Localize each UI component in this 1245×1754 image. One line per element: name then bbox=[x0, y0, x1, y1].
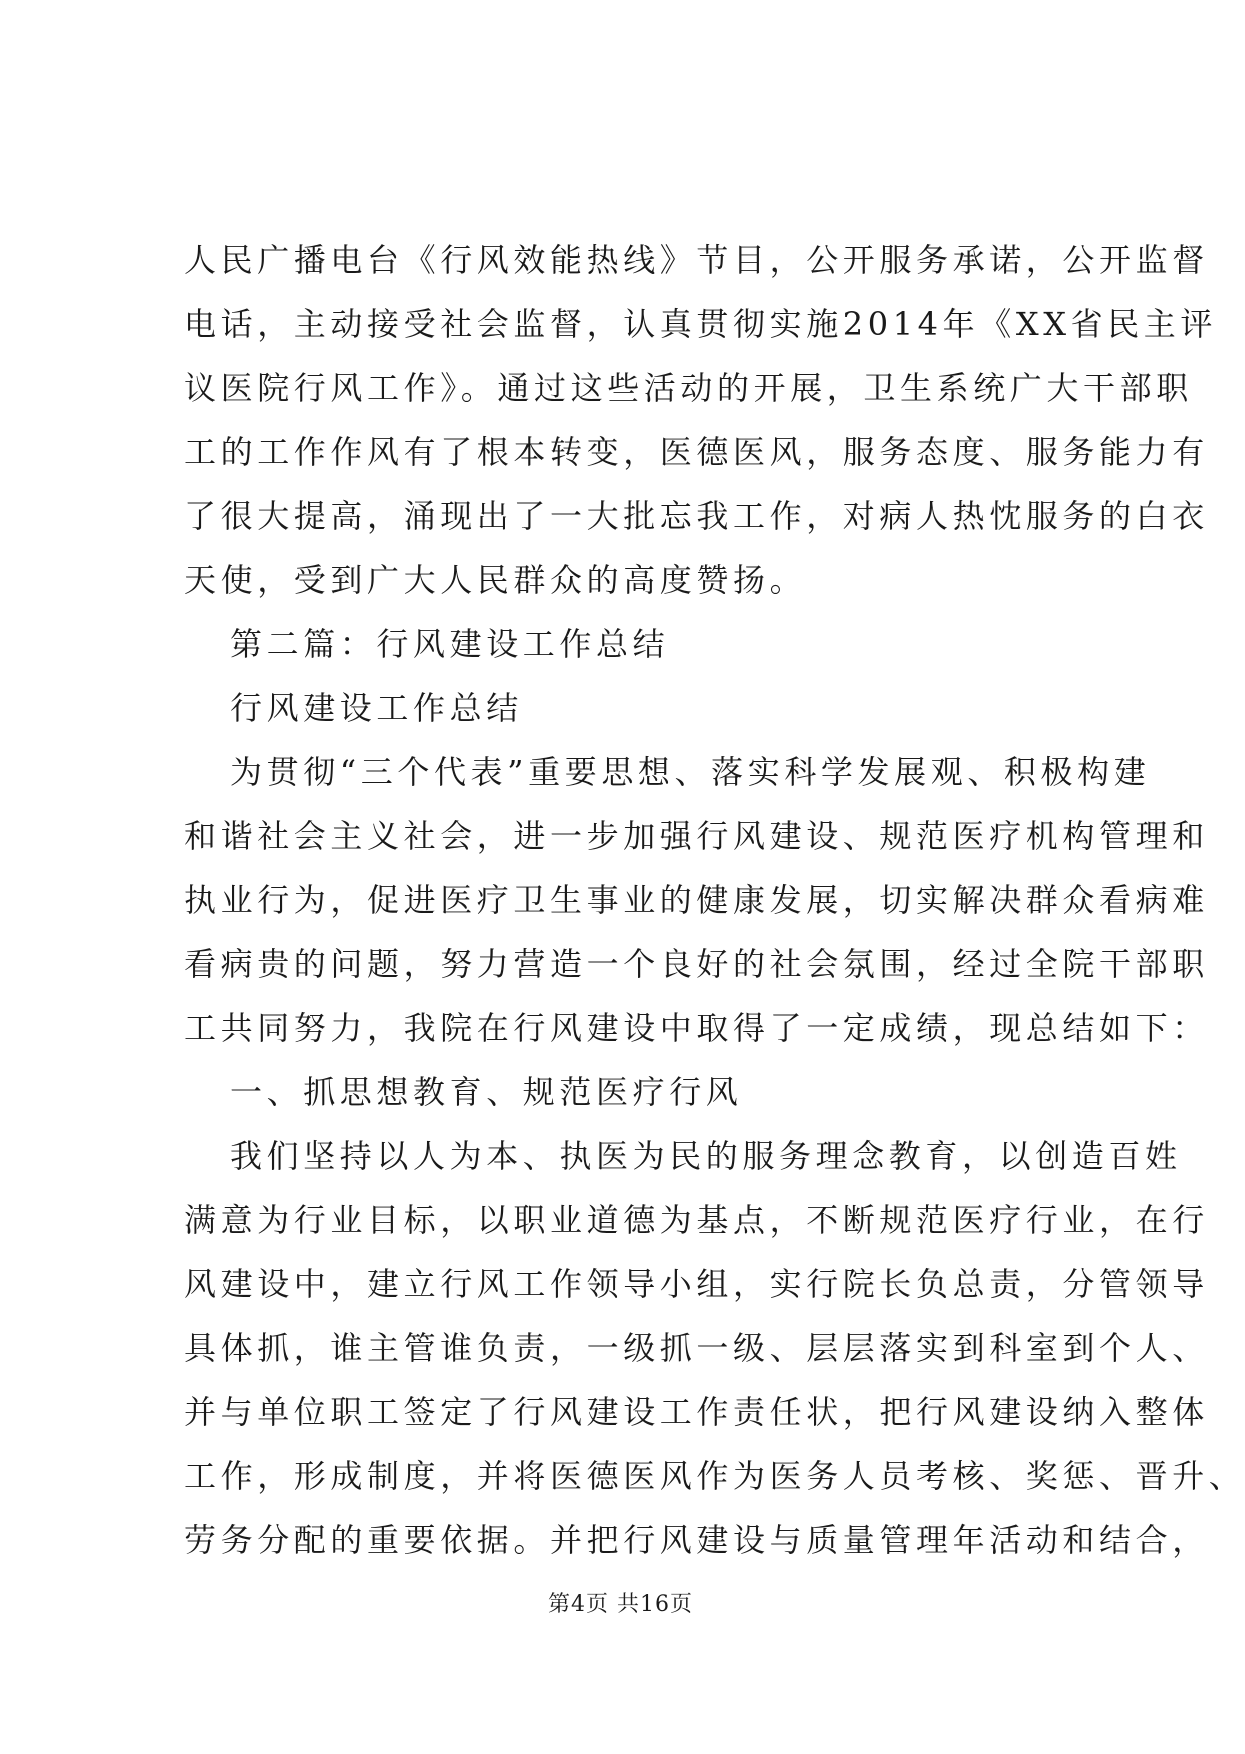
subsection-heading: 一、抓思想教育、规范医疗行风 bbox=[230, 1073, 743, 1111]
body-line: 议医院行风工作》。通过这些活动的开展，卫生系统广大干部职 bbox=[184, 369, 1193, 407]
page-number: 第4页 共16页 bbox=[548, 1592, 693, 1617]
body-line: 电话，主动接受社会监督，认真贯彻实施2014年《XX省民主评 bbox=[184, 305, 1218, 343]
body-line: 执业行为，促进医疗卫生事业的健康发展，切实解决群众看病难 bbox=[184, 881, 1209, 919]
paragraph-start-line: 为贯彻“三个代表”重要思想、落实科学发展观、积极构建 bbox=[230, 753, 1151, 791]
body-line: 工共同努力，我院在行风建设中取得了一定成绩，现总结如下： bbox=[184, 1009, 1209, 1047]
body-line: 具体抓，谁主管谁负责，一级抓一级、层层落实到科室到个人、 bbox=[184, 1329, 1209, 1367]
body-line: 风建设中，建立行风工作领导小组，实行院长负总责，分管领导 bbox=[184, 1265, 1209, 1303]
section-heading: 第二篇：行风建设工作总结 bbox=[230, 625, 670, 663]
body-line: 工的工作作风有了根本转变，医德医风，服务态度、服务能力有 bbox=[184, 433, 1209, 471]
body-line: 了很大提高，涌现出了一大批忘我工作，对病人热忱服务的白衣 bbox=[184, 497, 1209, 535]
body-line: 满意为行业目标，以职业道德为基点，不断规范医疗行业，在行 bbox=[184, 1201, 1209, 1239]
page-footer bbox=[0, 1590, 1241, 1620]
document-title: 行风建设工作总结 bbox=[230, 689, 523, 727]
body-line: 看病贵的问题，努力营造一个良好的社会氛围，经过全院干部职 bbox=[184, 945, 1209, 983]
body-line: 工作，形成制度，并将医德医风作为医务人员考核、奖惩、晋升、 bbox=[184, 1457, 1245, 1495]
paragraph-start-line: 我们坚持以人为本、执医为民的服务理念教育，以创造百姓 bbox=[230, 1137, 1182, 1175]
document-body bbox=[184, 228, 1245, 1572]
body-line: 和谐社会主义社会，进一步加强行风建设、规范医疗机构管理和 bbox=[184, 817, 1209, 855]
body-line: 劳务分配的重要依据。并把行风建设与质量管理年活动和结合， bbox=[184, 1521, 1209, 1559]
body-line: 天使，受到广大人民群众的高度赞扬。 bbox=[184, 561, 807, 599]
body-line: 并与单位职工签定了行风建设工作责任状，把行风建设纳入整体 bbox=[184, 1393, 1209, 1431]
body-line: 人民广播电台《行风效能热线》节目，公开服务承诺，公开监督 bbox=[184, 241, 1209, 279]
